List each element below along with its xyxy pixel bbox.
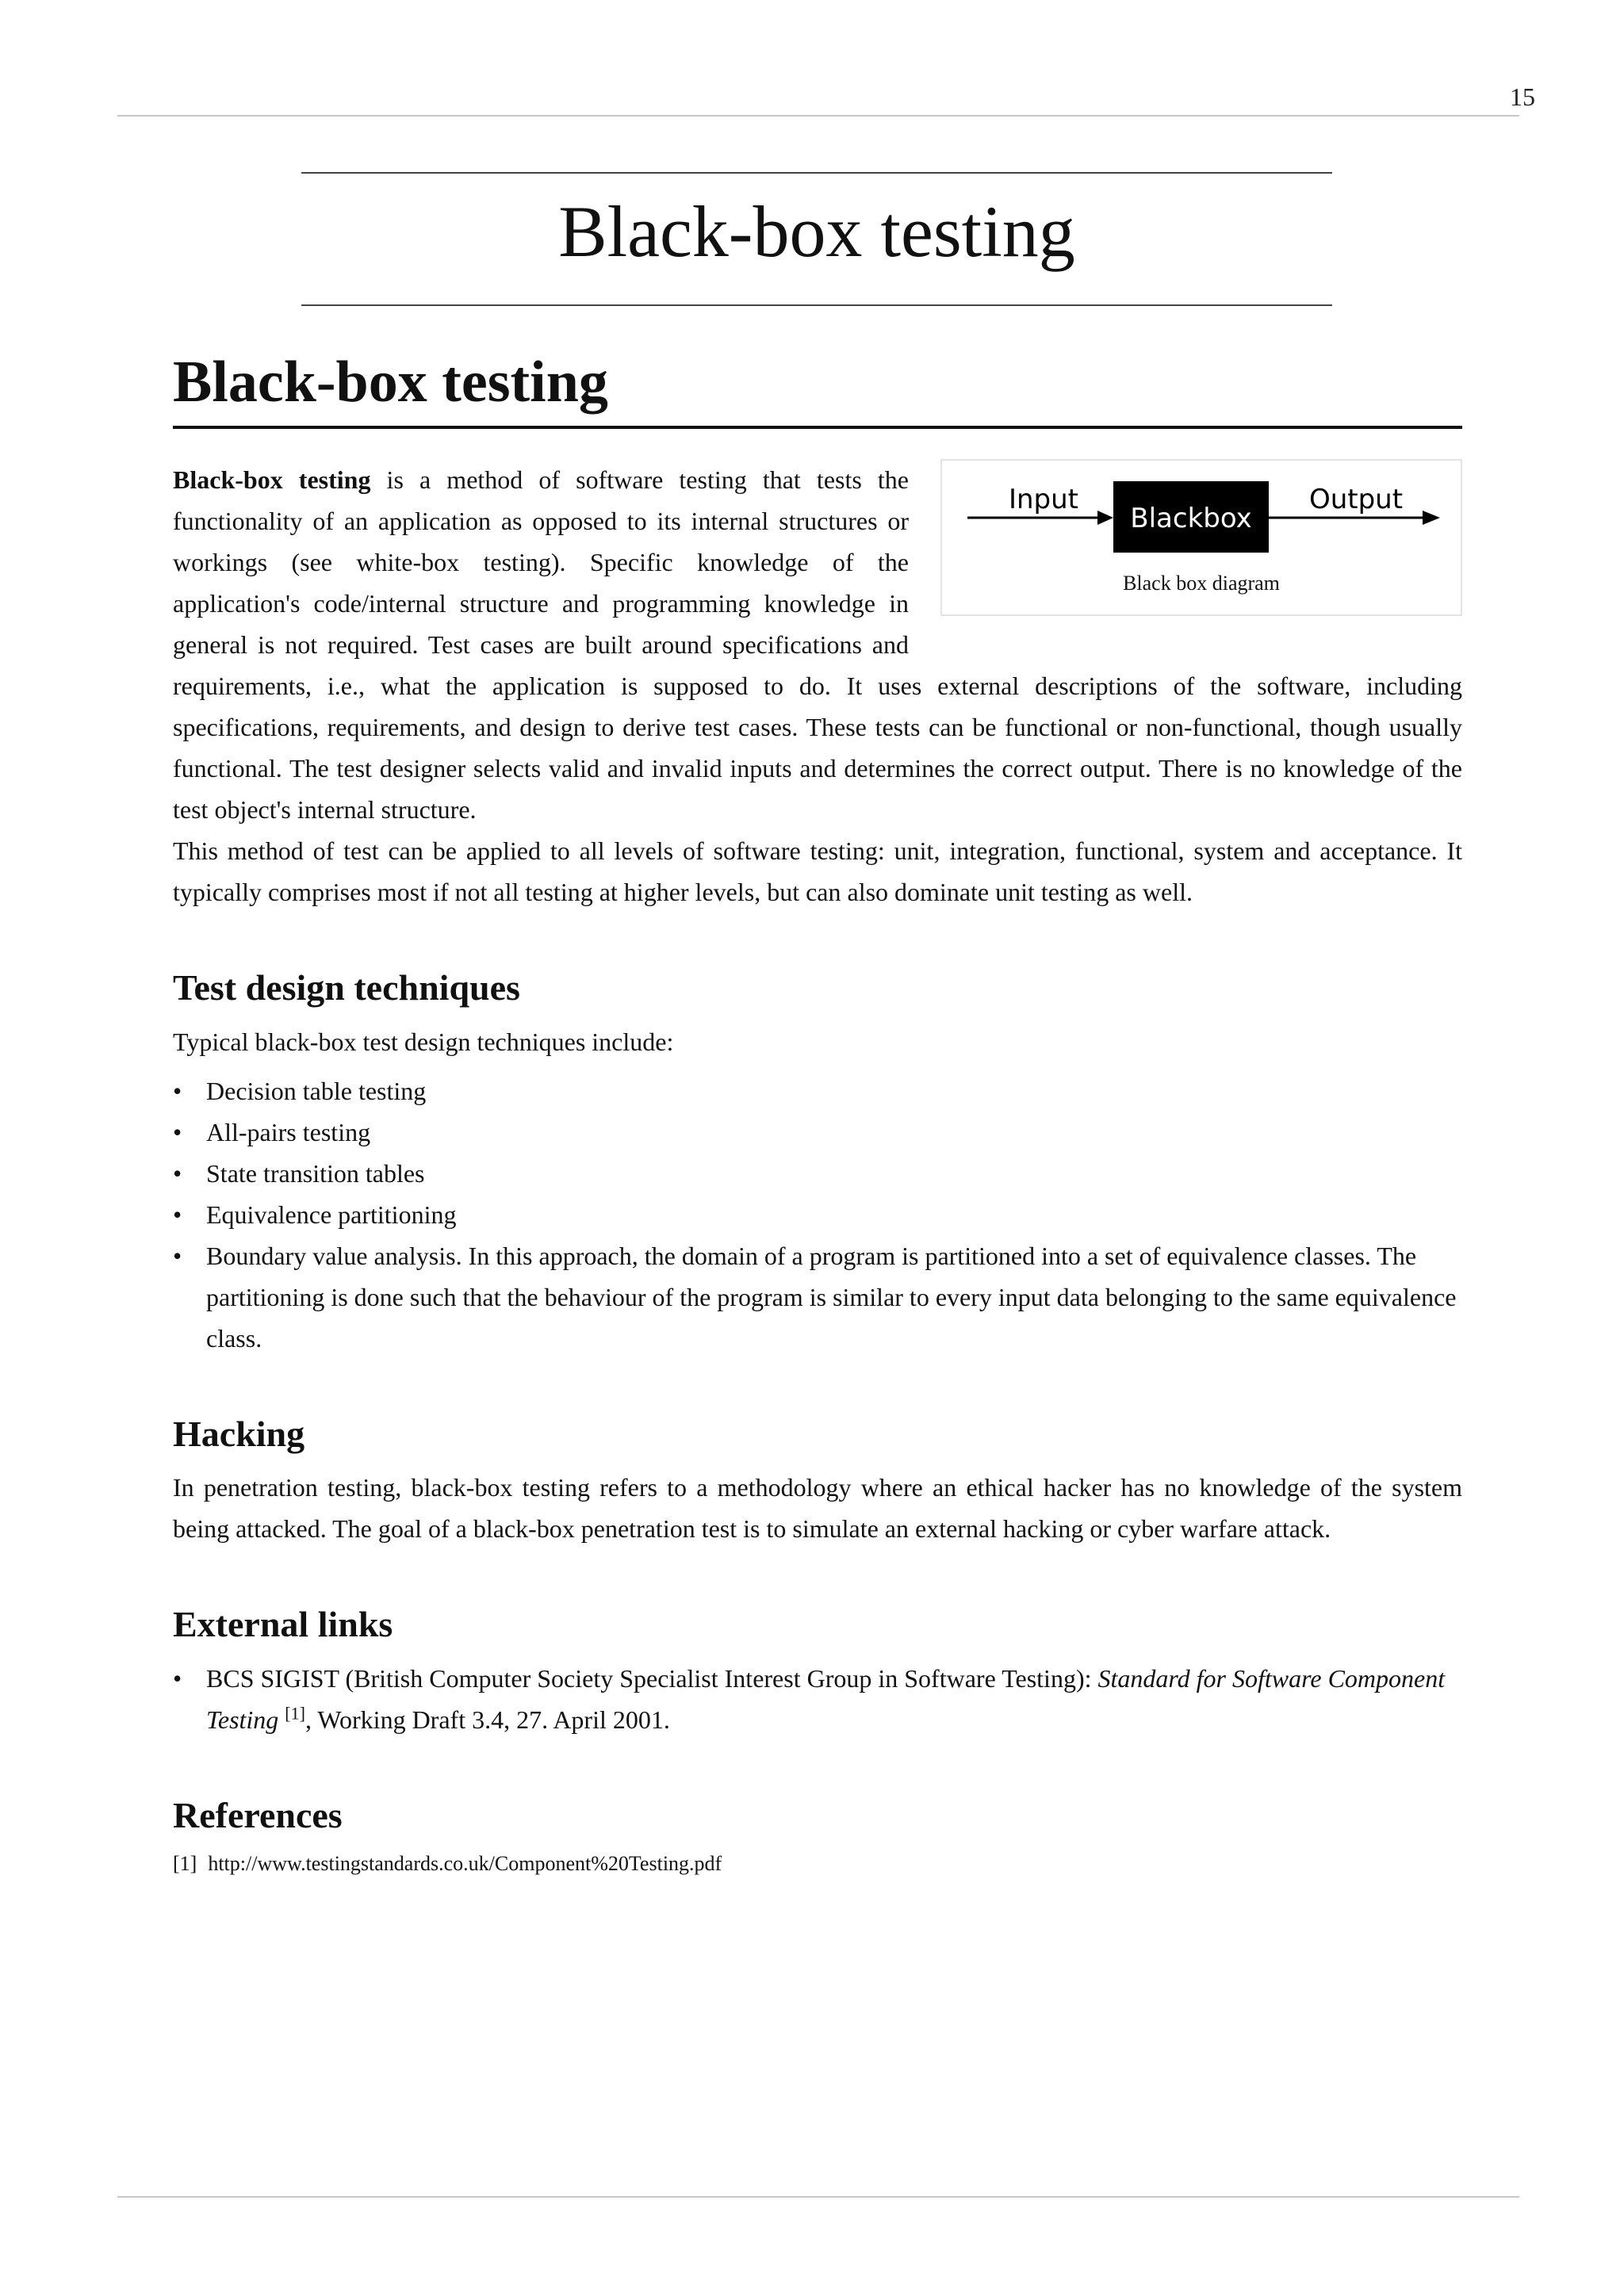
hacking-paragraph: In penetration testing, black-box testing refers to a methodology where an ethical hacker has no knowledge of the system being attacked. The goal of a black-box penetration test is to simulate an external hacking or cyber warfare attack. xyxy=(173,1473,1462,1544)
bullet-icon: • xyxy=(173,1241,182,1270)
list-item-text: Decision table testing xyxy=(206,1076,427,1105)
reference-item xyxy=(173,1848,1462,1880)
standard-title-link[interactable]: Standard for Software Component Testing xyxy=(206,1663,1446,1734)
references-heading: References xyxy=(173,1794,343,1835)
article-content xyxy=(173,349,1462,1880)
reference-number: [1] xyxy=(173,1852,197,1876)
article-title: Black-box testing xyxy=(173,349,1462,429)
bullet-icon: • xyxy=(173,1117,182,1146)
input-arrowhead xyxy=(1097,511,1113,525)
page-number: 15 xyxy=(1510,82,1535,111)
external-link-item xyxy=(173,1658,1462,1740)
list-item-text: Boundary value analysis. In this approach, the domain of a program is partitioned into a set of equivalence classes. The partitioning is done such that the behaviour of the program is similar to every input data belonging to the same equivalence class. xyxy=(206,1241,1457,1353)
list-item xyxy=(173,1235,1462,1359)
chapter-title: Black-box testing xyxy=(558,191,1075,272)
blackbox-figure xyxy=(940,459,1462,616)
output-label: Output xyxy=(1308,484,1404,516)
intro-bold-term: Black-box testing xyxy=(173,465,371,495)
bullet-icon: • xyxy=(173,1158,182,1188)
list-item-text: All-pairs testing xyxy=(206,1117,371,1146)
hacking-heading: Hacking xyxy=(173,1413,305,1454)
link-prefix: BCS SIGIST (British Computer Society Specialist Interest Group in Software Testing): xyxy=(206,1663,1098,1693)
intro-text: is a method of software testing that tests the functionality of an application as opposed to its internal structures or workings (see white-box testing). Specific knowledge of the application's code/internal structure and programming knowledge in general is not required. Test cases are built around specifications and requirements, i.e., what the application is supposed to do. It uses external descriptions of the software, including specifications, requirements, and design to derive test cases. These tests can be functional or non-functional, though usually functional. The test designer selects valid and invalid inputs and determines the correct output. There is no knowledge of the test object's internal structure. xyxy=(173,465,1462,825)
input-label: Input xyxy=(1008,484,1079,516)
list-item xyxy=(173,1194,1462,1235)
technique-list xyxy=(173,1070,1462,1359)
list-item xyxy=(173,1153,1462,1194)
reference-marker[interactable]: [1] xyxy=(285,1703,305,1724)
output-arrowhead xyxy=(1423,511,1440,525)
bullet-icon: • xyxy=(173,1076,182,1105)
blackbox-label: Blackbox xyxy=(1130,503,1252,535)
intro-section xyxy=(173,459,1462,913)
reference-url[interactable]: http://www.testingstandards.co.uk/Component%20Testing.pdf xyxy=(208,1852,722,1876)
bullet-icon: • xyxy=(173,1200,182,1229)
chapter-rule-bottom xyxy=(301,304,1332,306)
list-item-text: Equivalence partitioning xyxy=(206,1200,457,1229)
link-suffix: , Working Draft 3.4, 27. April 2001. xyxy=(304,1705,670,1734)
test-design-intro: Typical black-box test design techniques include: xyxy=(173,1027,674,1056)
list-item-text: State transition tables xyxy=(206,1158,425,1188)
list-item xyxy=(173,1070,1462,1112)
test-design-heading: Test design techniques xyxy=(173,967,520,1008)
bullet-icon: • xyxy=(173,1663,182,1693)
header-rule xyxy=(117,115,1519,117)
chapter-rule-top xyxy=(301,172,1332,174)
footer-rule xyxy=(117,2196,1519,2198)
external-links-list xyxy=(173,1658,1462,1740)
external-links-heading: External links xyxy=(173,1604,393,1645)
list-item xyxy=(173,1112,1462,1153)
blackbox-diagram xyxy=(942,461,1461,572)
levels-paragraph: This method of test can be applied to all levels of software testing: unit, integration, functional, system and acceptance. It typically comprises most if not all testing at higher levels, but can also dominate unit testing as well. xyxy=(173,836,1462,907)
figure-caption: Black box diagram xyxy=(1123,572,1280,595)
references-list xyxy=(173,1848,1462,1880)
